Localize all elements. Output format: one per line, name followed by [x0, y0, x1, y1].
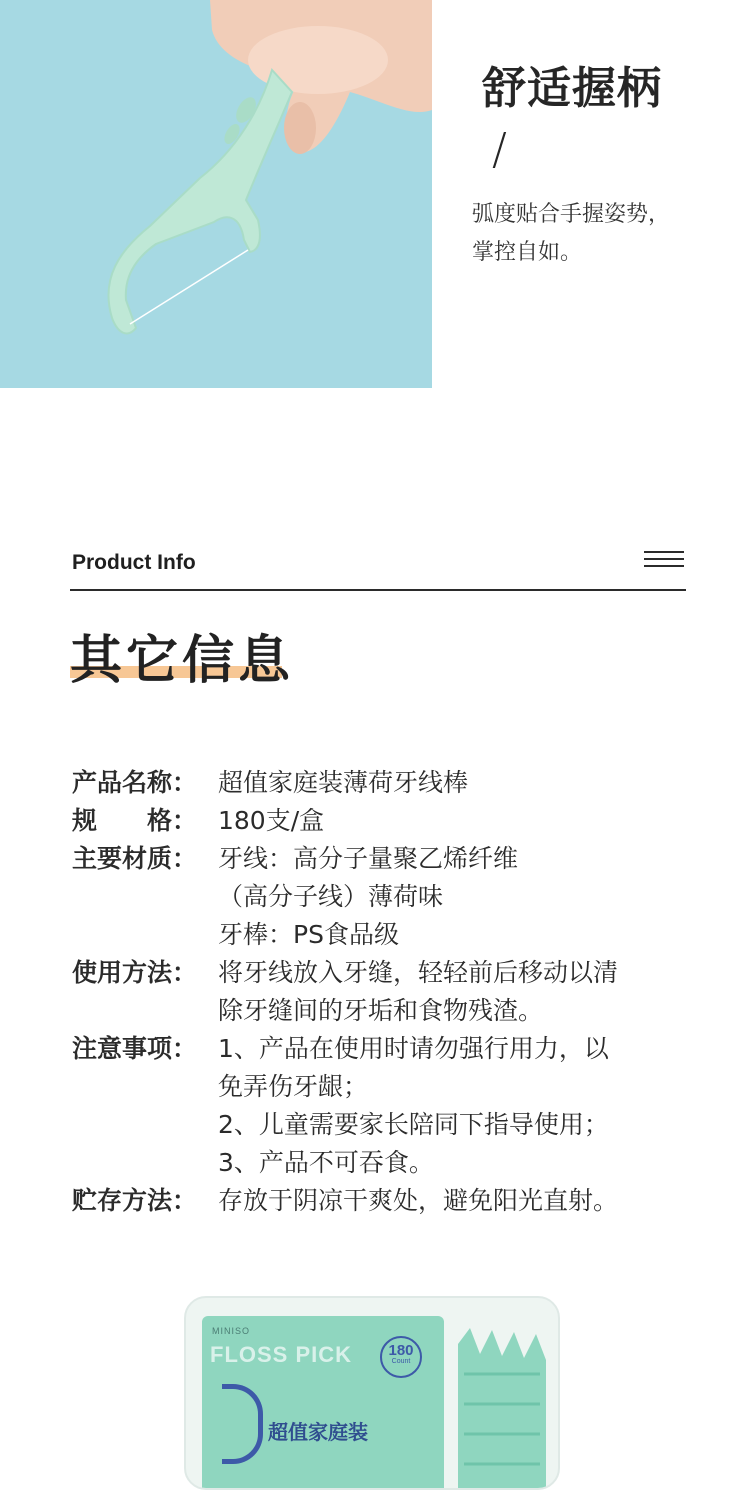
spec-label: 注意事项：: [72, 1034, 198, 1063]
package-brand: MINISO: [212, 1326, 251, 1336]
spec-value: 牙棒：PS食品级: [218, 920, 399, 949]
spec-values: [218, 802, 324, 840]
spec-value: 2、儿童需要家长陪同下指导使用；: [218, 1110, 609, 1139]
section-label-en: Product Info: [72, 551, 196, 574]
hero-photo: [0, 0, 432, 388]
floss-picks-stack: [450, 1314, 550, 1490]
menu-icon-line: [644, 565, 684, 567]
package-count: 180: [388, 1342, 414, 1359]
spec-label: 产品名称：: [72, 768, 198, 797]
feature-description-line: 弧度贴合手握姿势，: [472, 202, 671, 227]
package-count-unit: Count: [391, 1358, 411, 1365]
spec-value: 3、产品不可吞食。: [218, 1148, 434, 1177]
spec-value: 1、产品在使用时请勿强行用力，以: [218, 1034, 609, 1063]
menu-icon-line: [644, 558, 684, 560]
picks-tips: [458, 1328, 546, 1490]
spec-label: 使用方法：: [72, 958, 198, 987]
spec-value: 超值家庭装薄荷牙线棒: [218, 768, 469, 797]
spec-value: 180支/盒: [218, 806, 325, 835]
spec-row: [72, 840, 712, 954]
spec-values: [218, 954, 618, 1030]
spec-values: [218, 1182, 618, 1220]
spec-row: [72, 764, 712, 802]
package-count-badge: [380, 1336, 422, 1378]
spec-row: [72, 1030, 712, 1182]
spec-list: [72, 764, 712, 1220]
spec-label: 贮存方法：: [72, 1186, 198, 1215]
section-title: 其它信息: [70, 631, 295, 691]
package-name-cn: 超值家庭装: [268, 1420, 368, 1444]
floss-pick-logo-icon: [222, 1384, 263, 1464]
feature-description-line: 掌控自如。: [472, 240, 583, 265]
floss-pick-illustration: [0, 0, 432, 388]
floss-string: [130, 250, 248, 324]
spec-values: [218, 840, 518, 954]
feature-title: 舒适握柄: [482, 63, 662, 114]
spec-value: 除牙缝间的牙垢和食物残渣。: [218, 996, 544, 1025]
spec-row: [72, 954, 712, 1030]
spec-label: 规 格：: [72, 806, 198, 835]
spec-value: 牙线：高分子量聚乙烯纤维: [218, 844, 519, 873]
product-package-photo: [184, 1296, 560, 1490]
feature-separator: /: [492, 124, 507, 175]
feature-description: [472, 196, 732, 272]
spec-value: 免弄伤牙龈；: [218, 1072, 369, 1101]
menu-icon[interactable]: [644, 551, 684, 571]
spec-values: [218, 1030, 609, 1182]
package-front: [202, 1316, 444, 1490]
pick-handle: [108, 70, 292, 333]
spec-value: 存放于阴凉干爽处，避免阳光直射。: [218, 1186, 619, 1215]
spec-label: 主要材质：: [72, 844, 198, 873]
spec-row: [72, 802, 712, 840]
finger-tip: [284, 102, 316, 154]
menu-icon-line: [644, 551, 684, 553]
spec-value: （高分子线）薄荷味: [218, 882, 444, 911]
spec-row: [72, 1182, 712, 1220]
spec-values: [218, 764, 468, 802]
spec-value: 将牙线放入牙缝，轻轻前后移动以清: [218, 958, 619, 987]
section-title-block: [70, 618, 294, 693]
section-header: [70, 545, 686, 591]
package-name-en: FLOSS PICK: [210, 1342, 353, 1367]
